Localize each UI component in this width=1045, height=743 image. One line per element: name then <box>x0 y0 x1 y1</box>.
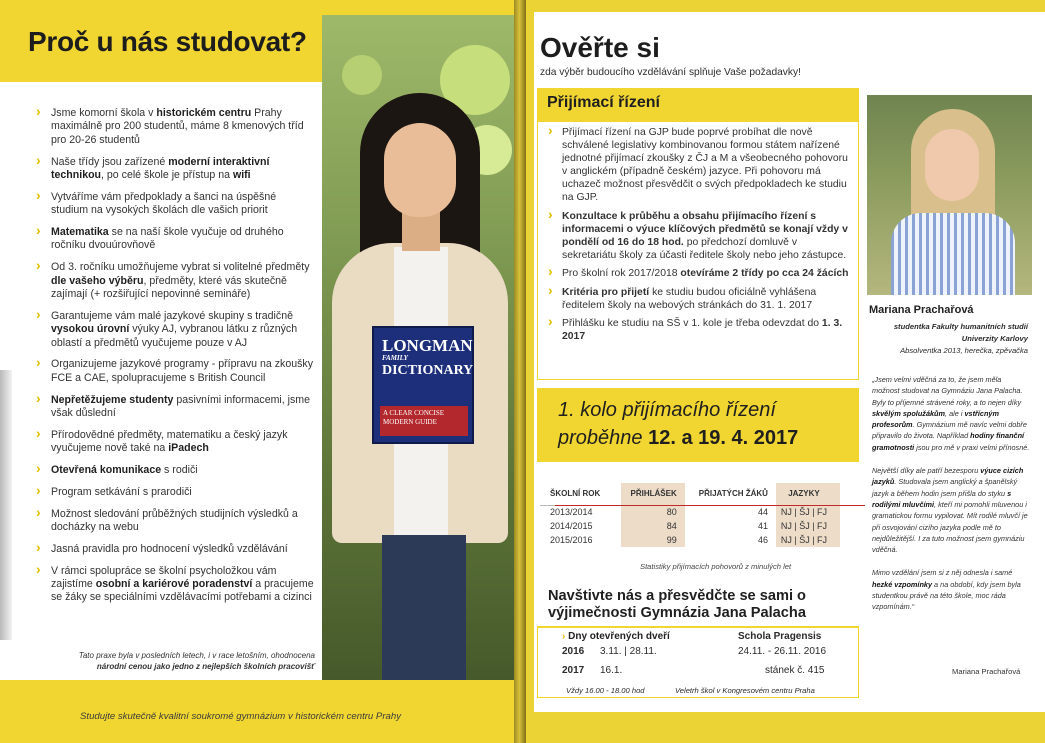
table-cell: 2013/2014 <box>550 507 593 518</box>
open-days-dates-2016: 3.11. | 28.11. <box>600 646 657 657</box>
table-cell: 2015/2016 <box>550 535 593 545</box>
portrait-face <box>925 129 979 201</box>
alumna-name: Mariana Prachařová <box>869 304 974 316</box>
list-item: › Přírodovědné předměty, matematiku a český jazyk vyučujeme nově také na iPadech <box>34 429 316 456</box>
quote-paragraph: Mimo vzdělání jsem si z něj odnesla i samé hezké vzpomínky a na období, kdy jsem byla studentkou právě na této škole, moc ráda vzpomínám.“ <box>872 568 1021 612</box>
page-subtitle-right: zda výběr budoucího vzdělávání splňuje Vaše požadavky! <box>540 67 801 78</box>
table-cell: 41 <box>757 521 768 531</box>
list-item: › Pro školní rok 2017/2018 otevíráme 2 třídy po cca 24 žácích <box>546 267 851 280</box>
open-days-dates-2017: 16.1. <box>600 665 623 676</box>
award-note-line2: národní cenou jako jedno z nejlepších školních pracovišť <box>96 662 315 671</box>
photo-face <box>384 123 456 217</box>
quote-signature: Mariana Prachařová <box>952 667 1021 676</box>
table-cell: 80 <box>621 505 685 519</box>
table-cell: NJ | ŠJ | FJ <box>776 519 840 533</box>
list-item: › Od 3. ročníku umožňujeme vybrat si volitelné předměty dle vašeho výběru, předměty, které vás skutečně zajímají (+ rozšiřující nepovinné semináře) <box>34 261 316 301</box>
open-days-label: Dny otevřených dveří <box>568 631 670 642</box>
list-item: › Nepřetěžujeme studenty pasivními informacemi, jsme však důslední <box>34 394 316 421</box>
page-title-right: Ověřte si <box>540 32 660 63</box>
alumna-role-line3: Absolventka 2013, herečka, zpěvačka <box>900 346 1028 355</box>
award-note-line1: Tato praxe byla v posledních letech, i v race letošním, ohodnocena <box>78 651 315 660</box>
table-header-row <box>540 483 840 505</box>
reasons-list <box>34 107 316 613</box>
table-cell: 2014/2015 <box>550 521 593 531</box>
list-item: › Program setkávání s prarodiči <box>34 486 316 499</box>
book-subtitle: A CLEAR CONCISE MODERN GUIDE <box>380 406 468 436</box>
award-note <box>40 650 315 672</box>
background-bokeh <box>342 55 382 95</box>
page-edge-shadow <box>0 370 12 640</box>
table-row <box>540 505 840 519</box>
open-days-title <box>562 631 670 642</box>
list-item: › Konzultace k průběhu a obsahu přijímacího řízení s informacemi o výuce klíčových předmětů se konají vždy v pondělí od 16 do 18 hod. po předchozí domluvě v sekretariátu školy za účasti ředitele školy nebo jeho zástupce. <box>546 210 851 262</box>
quote-paragraph: „Jsem velmi vděčná za to, že jsem měla možnost studovat na Gymnáziu Jana Palacha. Byly to příjemné strávené roky, a to nejen díky skvělým spolužákům, ale i vstřícným profesorům. Gymnázium mě navíc velmi dobře připravilo do života. Například hodiny finanční gramotnosti jsou pro mě v praxi velmi přínosné. <box>872 375 1030 452</box>
alumna-role-line2: Univerzity Karlovy <box>961 334 1028 343</box>
schola-venue: Veletrh škol v Kongresovém centru Praha <box>675 686 815 695</box>
table-header: PŘIJATÝCH ŽÁKŮ <box>685 483 776 505</box>
portrait-shirt <box>891 213 1015 295</box>
schola-dates: 24.11. - 26.11. 2016 <box>738 646 827 657</box>
list-item: › Otevřená komunikace s rodiči <box>34 464 316 477</box>
admission-title: Přijímací řízení <box>547 94 660 111</box>
table-row <box>540 533 840 547</box>
book-title-line2: DICTIONARY <box>382 363 474 378</box>
dictionary-book <box>372 326 474 444</box>
schola-title: Schola Pragensis <box>738 631 822 642</box>
book-family: FAMILY <box>382 354 408 362</box>
exam-round-heading: 1. kolo přijímacího řízení <box>558 399 776 421</box>
list-item: › Vytváříme vám předpoklady a šanci na úspěšné studium na vysokých školách dle vašich priorit <box>34 191 316 218</box>
page-title-left: Proč u nás studovat? <box>28 26 307 57</box>
list-item: › Kritéria pro přijetí ke studiu budou oficiálně vyhlášena ředitelem školy na webových stránkách do 31. 1. 2017 <box>546 286 851 312</box>
table-cell: NJ | ŠJ | FJ <box>776 533 840 547</box>
book-title-line1: LONGMAN <box>382 336 473 355</box>
alumna-photo <box>867 95 1032 295</box>
quote-paragraph: Největší díky ale patří bezesporu výuce cizích jazyků. Studovala jsem anglický a španělský jazyk a během hodin jsem přišla do styku s rodilými mluvčími, kteří mi pomohli mluvenou i gramatickou formu vypilovat. Mít rodilé mluvčí je při osvojování cizího jazyka podle mě to nejdůležitější. I za tuto možnost jsem gymnáziu vděčná. <box>872 466 1028 555</box>
schola-stand: stánek č. 415 <box>765 665 825 676</box>
list-item: › V rámci spolupráce se školní psycholožkou vám zajistíme osobní a kariérové poradenství a pracujeme se žáky se speciálními vzdělávacími potřebami a cizinci <box>34 565 316 605</box>
list-item: › Jsme komorní škola v historickém centru Prahy maximálně pro 200 studentů, máme 8 kmenových tříd pro 20-26 studentů <box>34 107 316 147</box>
list-item: › Garantujeme vám malé jazykové skupiny s tradičně vysokou úrovní výuky AJ, vybranou látku z různých oblastí a předmětů vyučujeme pouze v AJ <box>34 310 316 350</box>
list-item: › Možnost sledování průběžných studijních výsledků a docházky na webu <box>34 508 316 535</box>
table-cell: 84 <box>621 519 685 533</box>
list-item: › Matematika se na naší škole vyučuje od druhého ročníku dvouúrovňově <box>34 226 316 253</box>
book-title <box>382 338 473 379</box>
open-days-year-2017: 2017 <box>562 665 585 676</box>
alumna-quote <box>872 374 1030 625</box>
decorative-rule <box>555 505 865 506</box>
bullet-icon: › <box>562 631 569 642</box>
exam-dates: 12. a 19. 4. 2017 <box>648 427 799 449</box>
exam-date-line <box>558 427 798 450</box>
open-days-year-2016: 2016 <box>562 646 585 657</box>
list-item: › Přijímací řízení na GJP bude poprvé probíhat dle nově schválené legislativy kombinovanou formou státem nařízené jednotné přijímací zkoušky z ČJ a M a všeobecného pohovoru v anglickém (případně českém) jazyce. Při pohovoru má uchazeč možnost přesvědčit o svých předpokladech ke studiu na GJP. <box>546 126 851 204</box>
brochure-spine <box>514 0 526 743</box>
left-footer-tagline: Studujte skutečně kvalitní soukromé gymnázium v historickém centru Prahy <box>80 711 401 722</box>
table-cell: 46 <box>757 535 768 545</box>
table-cell: 44 <box>757 507 768 518</box>
admission-stats-table <box>540 483 840 547</box>
list-item: › Přihlášku ke studiu na SŠ v 1. kole je třeba odevzdat do 1. 3. 2017 <box>546 317 851 343</box>
table-caption: Statistiky přijímacích pohovorů z minulých let <box>640 562 792 571</box>
photo-jeans <box>382 535 466 680</box>
table-header: ŠKOLNÍ ROK <box>540 483 621 505</box>
table-cell: NJ | ŠJ | FJ <box>776 505 840 519</box>
exam-date-prefix: proběhne <box>558 427 649 449</box>
open-days-time: Vždy 16.00 - 18.00 hod <box>566 686 645 695</box>
table-row <box>540 519 840 533</box>
list-item: › Jasná pravidla pro hodnocení výsledků vzdělávání <box>34 543 316 556</box>
alumna-role-line1: studentka Fakulty humanitních studií <box>893 322 1028 331</box>
list-item: › Naše třídy jsou zařízené moderní interaktivní technikou, po celé škole je přístup na wifi <box>34 156 316 183</box>
list-item: › Organizujeme jazykové programy - přípravu na zkoušky FCE a CAE, spolupracujeme s British Council <box>34 358 316 385</box>
admission-list <box>546 126 851 349</box>
table-cell: 99 <box>621 533 685 547</box>
table-header: PŘIHLÁŠEK <box>621 483 685 505</box>
table-header: JAZYKY <box>776 483 840 505</box>
visit-heading: Navštivte nás a přesvědčte se sami o výjimečnosti Gymnázia Jana Palacha <box>548 588 806 621</box>
